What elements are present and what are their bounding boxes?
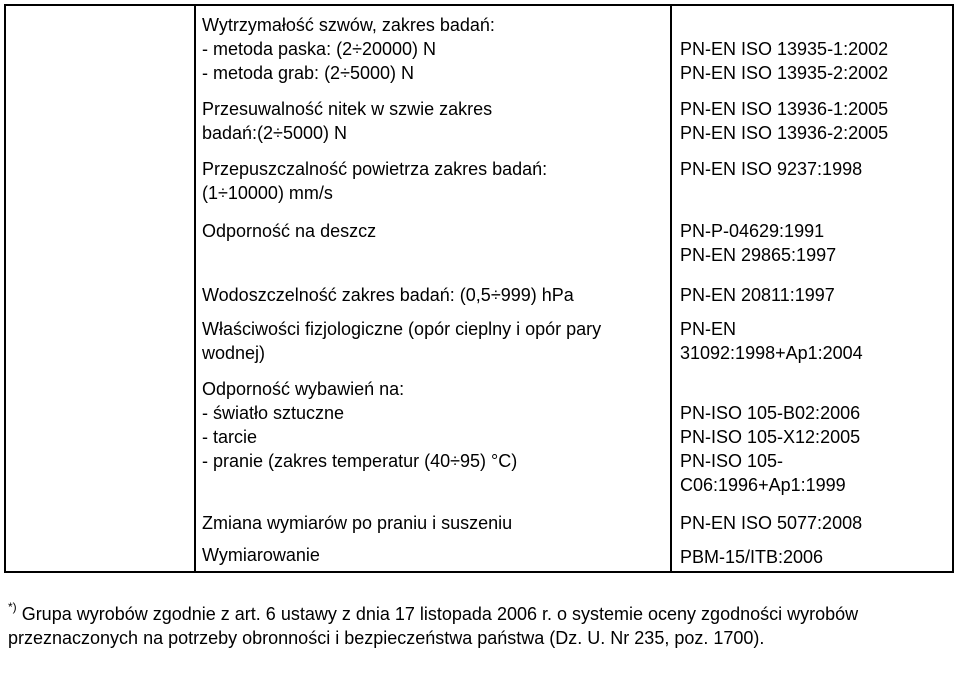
empty-left-column <box>5 5 195 572</box>
property-text: Zmiana wymiarów po praniu i suszeniu <box>202 513 513 533</box>
property-text: - metoda paska: (2÷20000) N <box>202 39 436 59</box>
footnote-text: Grupa wyrobów zgodnie z art. 6 ustawy z dnia 17 listopada 2006 r. o systemie oceny zgodności wyrobów przeznaczonych na potrzeby obronności i bezpieczeństwa państwa (Dz. U. Nr 235, poz. 1700). <box>8 604 859 648</box>
property-column <box>195 5 671 572</box>
standard-column <box>671 5 953 572</box>
standard-text: C06:1996+Ap1:1999 <box>680 475 846 495</box>
property-text: Odporność wybawień na: <box>202 379 405 399</box>
standard-text: PN-EN ISO 13936-2:2005 <box>680 123 889 143</box>
property-text: Wodoszczelność zakres badań: (0,5÷999) hPa <box>202 285 574 305</box>
property-text: Wytrzymałość szwów, zakres badań: <box>202 15 495 35</box>
standard-text: PN-ISO 105-B02:2006 <box>680 403 861 423</box>
property-text: - pranie (zakres temperatur (40÷95) °C) <box>202 451 518 471</box>
property-text: wodnej) <box>202 343 266 363</box>
standard-text: PN-P-04629:1991 <box>680 221 825 241</box>
standard-text: PN-EN ISO 5077:2008 <box>680 513 863 533</box>
standard-text: PN-EN ISO 13936-1:2005 <box>680 99 889 119</box>
property-text: - światło sztuczne <box>202 403 345 423</box>
standard-text: PN-EN ISO 13935-2:2002 <box>680 63 889 83</box>
standard-text: PN-EN 20811:1997 <box>680 285 835 305</box>
standard-text: PBM-15/ITB:2006 <box>680 547 824 567</box>
property-text: - tarcie <box>202 427 258 447</box>
property-text: Przesuwalność nitek w szwie zakres <box>202 99 493 119</box>
property-text: (1÷10000) mm/s <box>202 183 333 203</box>
standard-text: PN-EN 29865:1997 <box>680 245 837 265</box>
property-text: - metoda grab: (2÷5000) N <box>202 63 414 83</box>
standard-text: PN-EN ISO 9237:1998 <box>680 159 863 179</box>
standard-text: PN-EN ISO 13935-1:2002 <box>680 39 889 59</box>
property-text: badań:(2÷5000) N <box>202 123 347 143</box>
property-text: Przepuszczalność powietrza zakres badań: <box>202 159 548 179</box>
standards-table <box>4 4 954 573</box>
property-text: Właściwości fizjologiczne (opór cieplny i opór pary <box>202 319 602 339</box>
property-text: Odporność na deszcz <box>202 221 377 241</box>
footnote-marker: *) <box>8 600 17 614</box>
standard-text: PN-ISO 105- <box>680 451 784 471</box>
footnote <box>8 602 952 650</box>
standard-text: PN-EN <box>680 319 737 339</box>
standard-text: PN-ISO 105-X12:2005 <box>680 427 861 447</box>
standard-text: 31092:1998+Ap1:2004 <box>680 343 863 363</box>
property-text: Wymiarowanie <box>202 545 320 565</box>
